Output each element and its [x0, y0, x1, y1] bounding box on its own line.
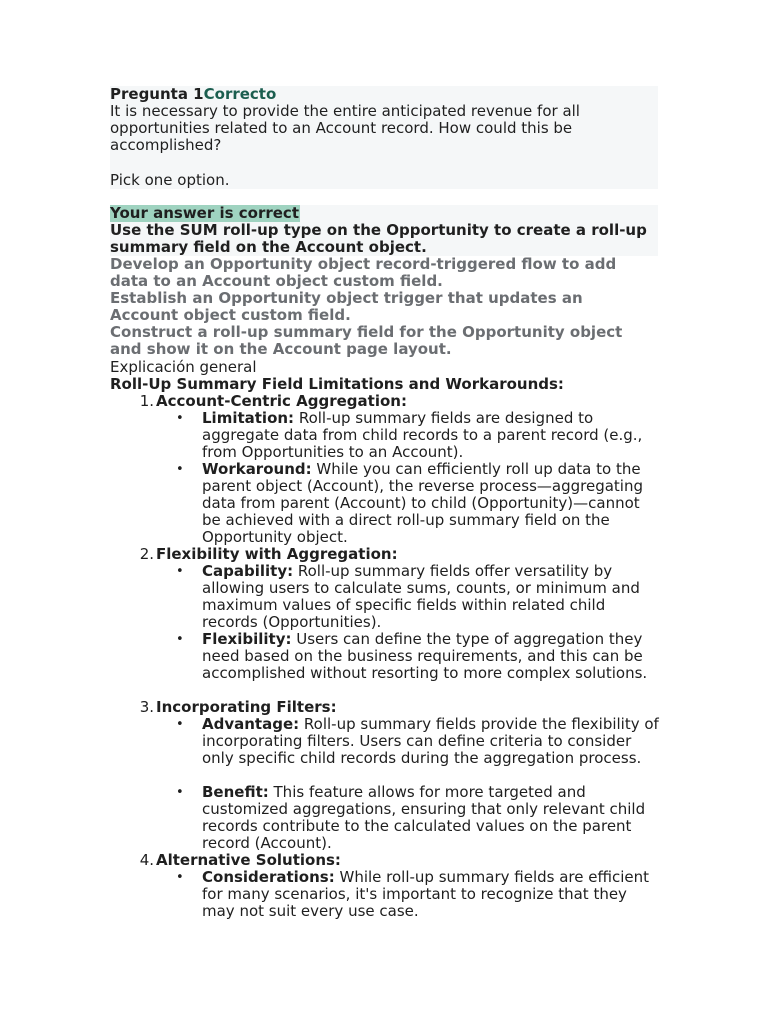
- bullet-icon: •: [176, 717, 184, 732]
- bullet-text: While roll-up summary fields are efficient for many scenarios, it's important to recognize that they may not suit every use case.: [202, 868, 650, 920]
- section-title: Incorporating Filters:: [156, 698, 337, 716]
- result-label: Your answer is correct: [110, 204, 299, 222]
- bullet-icon: •: [176, 462, 184, 477]
- answer-option[interactable]: Develop an Opportunity object record-triggered flow to add data to an Account object custom field.: [110, 255, 617, 290]
- bullet-text: Roll-up summary fields are designed to aggregate data from child records to a parent record (e.g., from Opportunities to an Account).: [202, 409, 643, 461]
- bullet-text: While you can efficiently roll up data to the parent object (Account), the reverse process—aggregating data from parent (Account) to child (Opportunity)—cannot be achieved with a direct roll-up summary field on the Opportunity object.: [202, 460, 643, 546]
- section-title: Account-Centric Aggregation:: [156, 392, 407, 410]
- question-text: It is necessary to provide the entire anticipated revenue for all opportunities related to an Account record. How could this be accomplished?: [110, 102, 580, 154]
- bullet-icon: •: [176, 564, 184, 579]
- explanation-title: Roll-Up Summary Field Limitations and Workarounds:: [110, 375, 564, 393]
- bullet-label: Flexibility:: [202, 630, 292, 648]
- bullet-icon: •: [176, 785, 184, 800]
- bullet-label: Considerations:: [202, 868, 335, 886]
- bullet-text: This feature allows for more targeted and customized aggregations, ensuring that only relevant child records contribute to the calculated values on the parent record (Account).: [202, 783, 646, 852]
- bullet-label: Workaround:: [202, 460, 312, 478]
- bullet-text: Users can define the type of aggregation they need based on the business requirements, and this can be accomplished without resorting to more complex solutions.: [202, 630, 648, 682]
- question-status: Correcto: [203, 85, 277, 103]
- answer-option[interactable]: Construct a roll-up summary field for the Opportunity object and show it on the Account page layout.: [110, 323, 623, 358]
- bullet-label: Advantage:: [202, 715, 300, 733]
- section-number: 3.: [139, 698, 154, 716]
- bullet-label: Benefit:: [202, 783, 269, 801]
- bullet-text: Roll-up summary fields provide the flexibility of incorporating filters. Users can define criteria to consider only specific child records during the aggregation process.: [202, 715, 659, 767]
- question-header: [110, 86, 658, 103]
- section-number: 4.: [139, 851, 154, 869]
- bullet-icon: •: [176, 411, 184, 426]
- question-instruction: Pick one option.: [110, 171, 230, 189]
- bullet-icon: •: [176, 632, 184, 647]
- answer-option-selected[interactable]: Use the SUM roll-up type on the Opportunity to create a roll-up summary field on the Account object.: [110, 221, 647, 256]
- question-number: Pregunta 1: [110, 85, 204, 103]
- explanation-label: Explicación general: [110, 358, 257, 376]
- section-title: Alternative Solutions:: [156, 851, 341, 869]
- section-number: 2.: [139, 545, 154, 563]
- section-title: Flexibility with Aggregation:: [156, 545, 398, 563]
- bullet-text: Roll-up summary fields offer versatility by allowing users to calculate sums, counts, or minimum and maximum values of specific fields within related child records (Opportunities).: [202, 562, 640, 631]
- answer-option[interactable]: Establish an Opportunity object trigger that updates an Account object custom field.: [110, 289, 583, 324]
- bullet-icon: •: [176, 870, 184, 885]
- bullet-label: Capability:: [202, 562, 294, 580]
- section-number: 1.: [139, 392, 154, 410]
- bullet-label: Limitation:: [202, 409, 295, 427]
